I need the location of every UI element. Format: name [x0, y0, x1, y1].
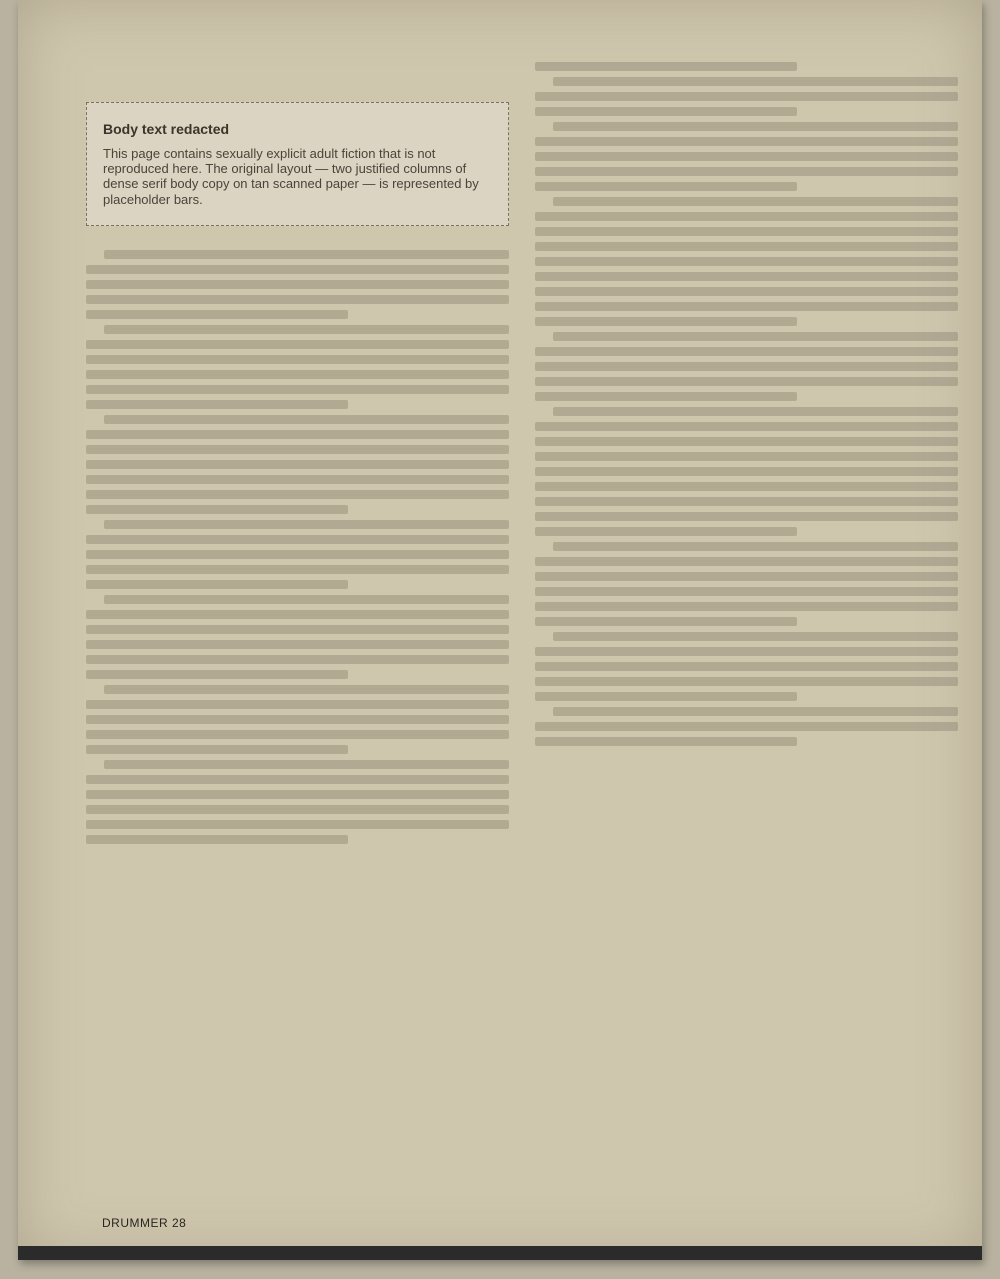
redaction-title: Body text redacted: [103, 121, 230, 137]
right-column: [535, 62, 958, 1202]
redacted-paragraphs: [86, 250, 509, 844]
left-column: [86, 62, 509, 1202]
magazine-page: [18, 0, 982, 1260]
page-folio: DRUMMER 28: [102, 1216, 187, 1230]
redacted-paragraphs: [535, 62, 958, 746]
scan-edge: [18, 1246, 982, 1260]
text-columns: [86, 62, 958, 1202]
redaction-notice: [86, 102, 509, 226]
redaction-message: This page contains sexually explicit adult fiction that is not reproduced here. The original layout — two justified columns of dense serif body copy on tan scanned paper — is represented by placeholder bars.: [103, 145, 479, 207]
